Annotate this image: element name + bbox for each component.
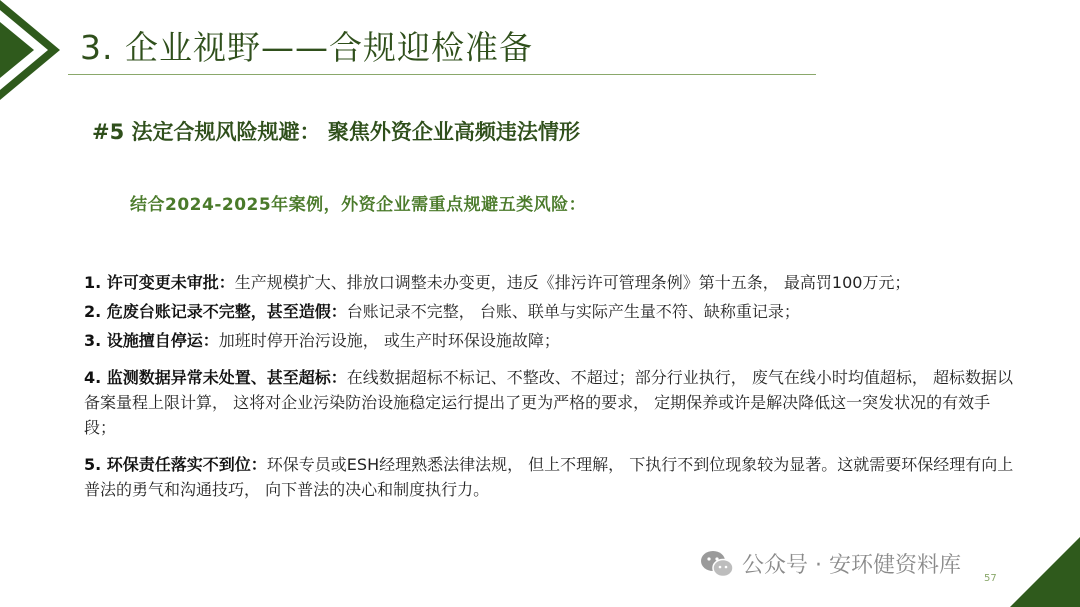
item-heading: 1. 许可变更未审批：: [84, 273, 235, 292]
list-item: [84, 328, 1014, 353]
risk-list: [84, 270, 1014, 506]
wechat-icon: [700, 549, 734, 579]
list-item: [84, 299, 1014, 324]
corner-triangle-decoration: [0, 0, 60, 100]
item-text: 加班时停开治污设施， 或生产时环保设施故障；: [218, 331, 560, 350]
item-heading: 2. 危废台账记录不完整，甚至造假：: [84, 302, 347, 321]
watermark: [700, 548, 961, 579]
watermark-text: 公众号 · 安环健资料库: [742, 553, 961, 578]
item-text: 环保专员或ESH经理熟悉法律法规， 但上不理解， 下执行不到位现象较为显著。这就需要环保经理有向上普法的勇气和沟通技巧， 向下普法的决心和制度执行力。: [84, 455, 1014, 499]
item-heading: 3. 设施擅自停运：: [84, 331, 219, 350]
list-item: [84, 452, 1014, 502]
corner-triangle-decoration: [1010, 537, 1080, 607]
section-subtitle: #5 法定合规风险规避： 聚焦外资企业高频违法情形: [92, 120, 580, 144]
page-number: 57: [984, 573, 997, 584]
item-heading: 5. 环保责任落实不到位：: [84, 455, 267, 474]
item-heading: 4. 监测数据异常未处置、甚至超标：: [84, 368, 347, 387]
intro-text: 结合2024-2025年案例，外资企业需重点规避五类风险：: [130, 195, 587, 215]
item-text: 在线数据超标不标记、不整改、不超过；部分行业执行， 废气在线小时均值超标， 超标数据以备案量程上限计算， 这将对企业污染防治设施稳定运行提出了更为严格的要求， 定期保养或许是解决降低这一突发状况的有效手段；: [84, 368, 1013, 437]
item-text: 生产规模扩大、排放口调整未办变更，违反《排污许可管理条例》第十五条， 最高罚100万元；: [234, 273, 911, 292]
title-divider: [68, 74, 816, 75]
list-item: [84, 365, 1014, 440]
page-title: 3. 企业视野——合规迎检准备: [80, 28, 533, 67]
list-item: [84, 270, 1014, 295]
item-text: 台账记录不完整， 台账、联单与实际产生量不符、缺称重记录；: [346, 302, 800, 321]
